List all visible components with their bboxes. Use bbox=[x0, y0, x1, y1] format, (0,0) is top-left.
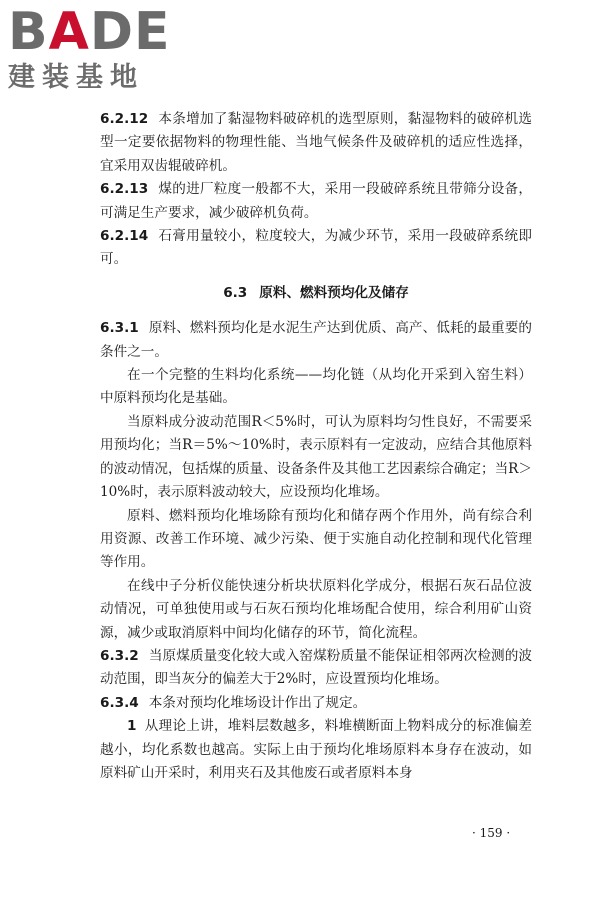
clause-6-3-4 bbox=[100, 692, 532, 715]
clause-6-2-14 bbox=[100, 225, 532, 272]
clause-6-3-2 bbox=[100, 645, 532, 692]
clause-text: 本条增加了黏湿物料破碎机的选型原则，黏湿物料的破碎机选型一定要依据物料的物理性能、当地气候条件及破碎机的适应性选择，宜采用双齿辊破碎机。 bbox=[100, 111, 532, 174]
section-number: 6.3 bbox=[223, 284, 248, 301]
clause-text: 本条对预均化堆场设计作出了规定。 bbox=[148, 694, 367, 711]
section-title: 原料、燃料预均化及储存 bbox=[259, 284, 409, 301]
clause-text: 石膏用量较小，粒度较大，为减少环节，采用一段破碎系统即可。 bbox=[100, 228, 532, 268]
clause-6-3-1 bbox=[100, 317, 532, 364]
item-number: 1 bbox=[127, 718, 137, 735]
logo-subtitle: 建装基地 bbox=[8, 62, 144, 93]
paragraph: 在线中子分析仪能快速分析块状原料化学成分，根据石灰石品位波动情况，可单独使用或与石灰石预均化堆场配合使用，综合利用矿山资源，减少或取消原料中间均化储存的环节，简化流程。 bbox=[100, 577, 532, 641]
bade-logo bbox=[8, 4, 180, 96]
paragraph: 当原料成分波动范围R＜5%时，可认为原料均匀性良好，不需要采用预均化；当R＝5%～10%时，表示原料有一定波动，应结合其他原料的波动情况，包括煤的质量、设备条件及其他工艺因素综合确定；当R＞10%时，表示原料波动较大，应设预均化堆场。 bbox=[100, 413, 532, 501]
clause-text: 原料、燃料预均化是水泥生产达到优质、高产、低耗的最重要的条件之一。 bbox=[100, 320, 532, 360]
clause-text: 当原煤质量变化较大或入窑煤粉质量不能保证相邻两次检测的波动范围，即当灰分的偏差大于2%时，应设置预均化堆场。 bbox=[100, 647, 532, 688]
list-item bbox=[100, 715, 532, 785]
clause-number: 6.2.13 bbox=[100, 181, 149, 198]
clause-number: 6.3.2 bbox=[100, 647, 139, 664]
clause-6-2-12 bbox=[100, 108, 532, 178]
clause-text: 煤的进厂粒度一般都不大，采用一段破碎系统且带筛分设备，可满足生产要求，减少破碎机负荷。 bbox=[100, 181, 532, 221]
document-body bbox=[100, 108, 532, 785]
section-heading bbox=[100, 282, 532, 305]
logo-letter-b: B bbox=[8, 2, 49, 62]
logo-letter-a: A bbox=[48, 2, 90, 62]
paragraph: 原料、燃料预均化堆场除有预均化和储存两个作用外，尚有综合利用资源、改善工作环境、减少污染、便于实施自动化控制和现代化管理等作用。 bbox=[100, 507, 532, 571]
page-number: · 159 · bbox=[472, 826, 511, 840]
clause-number: 6.3.4 bbox=[100, 694, 139, 711]
logo-letters-de: DE bbox=[89, 2, 171, 62]
logo-wordmark bbox=[8, 4, 180, 60]
item-text: 从理论上讲，堆料层数越多，料堆横断面上物料成分的标准偏差越小，均化系数也越高。实际上由于预均化堆场原料本身存在波动，如原料矿山开采时，利用夹石及其他废石或者原料本身 bbox=[100, 718, 532, 781]
clause-number: 6.2.12 bbox=[100, 111, 149, 127]
paragraph: 在一个完整的生料均化系统——均化链（从均化开采到入窑生料）中原料预均化是基础。 bbox=[100, 367, 532, 407]
clause-number: 6.3.1 bbox=[100, 320, 139, 337]
clause-number: 6.2.14 bbox=[100, 228, 149, 245]
clause-6-2-13 bbox=[100, 178, 532, 225]
